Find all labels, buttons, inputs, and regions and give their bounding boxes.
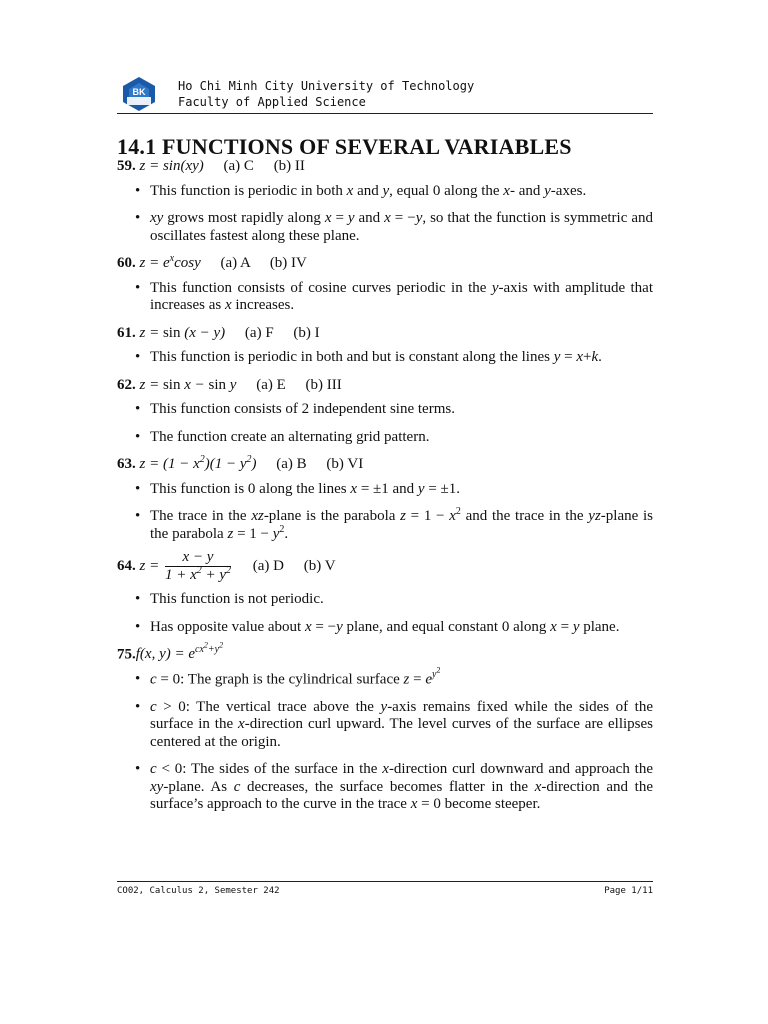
fraction-numerator: x − y: [165, 549, 231, 567]
problem-number: 75.: [117, 646, 136, 663]
answer-b: (b) V: [303, 557, 336, 574]
course-info: CO02, Calculus 2, Semester 242: [117, 886, 280, 896]
answer-b: (b) VI: [326, 456, 364, 472]
list-item: • xy grows most rapidly along x = y and x = −y, so that the function is symmetric and oscillates fastest along these plane.: [117, 210, 653, 245]
answer-b: (b) II: [273, 158, 305, 174]
problem-number: 61.: [117, 324, 136, 341]
list-item: • c > 0: The vertical trace above the y-axis remains fixed while the sides of the surface in the x-direction curl upward. The level curves of the surface are ellipses centered at the origin.: [117, 699, 653, 752]
institution-block: [178, 78, 474, 110]
answer-a: (a) D: [252, 557, 285, 574]
answer-b: (b) I: [293, 324, 320, 341]
list-item: • This function consists of 2 independent sine terms.: [117, 401, 653, 419]
list-item: • This function consists of cosine curves periodic in the y-axis with amplitude that increases as x increases.: [117, 280, 653, 315]
problem-75: [117, 641, 653, 664]
problem-59: [117, 158, 653, 176]
bullet-list: [117, 401, 653, 446]
list-item: • c < 0: The sides of the surface in the x-direction curl downward and approach the xy-plane. As c decreases, the surface becomes flatter in the x-direction and the surface’s approach to the curve in the trace x = 0 become steeper.: [117, 761, 653, 814]
problem-equation: $z = e^x\cos y$: [139, 253, 201, 271]
problem-62: [117, 377, 653, 395]
problem-number: 62.: [117, 376, 136, 393]
fraction: [165, 549, 231, 584]
bullet-list: [117, 665, 654, 814]
list-item: • This function is 0 along the lines x = ±1 and y = ±1.: [117, 481, 653, 499]
problem-63: [117, 456, 653, 474]
list-item: • This function is not periodic.: [117, 591, 653, 609]
problem-equation: z = sin (x − y): [139, 324, 226, 341]
footer-divider: [117, 881, 653, 882]
answer-b: (b) III: [305, 376, 342, 393]
problem-equation-lhs: z =: [139, 557, 160, 574]
answer-b: (b) IV: [269, 255, 307, 271]
list-item: • Has opposite value about x = −y plane, and equal constant 0 along x = y plane.: [117, 619, 653, 637]
problem-equation: f(x, $y) = e^{cx^2+y^2}$: [135, 641, 224, 663]
institution-name: Ho Chi Minh City University of Technology: [178, 79, 475, 93]
bullet-list: [117, 280, 653, 315]
problem-number: 64.: [117, 557, 136, 574]
university-logo: [121, 76, 157, 112]
list-item: • c = 0: The graph is the cylindrical surface $z = e^{y^2}$: [117, 671, 653, 689]
answer-a: (a) A: [220, 255, 251, 271]
header-divider: [117, 113, 653, 114]
problem-number: 60.: [117, 255, 136, 271]
problem-equation: z = sin x − sin y: [139, 376, 237, 393]
page-number: Page 1/11: [604, 886, 653, 896]
problem-equation: z = sin(xy): [139, 158, 204, 174]
problem-equation: $z = (1 - x^2)(1 - y^2)$: [139, 454, 257, 472]
list-item: • This function is periodic in both and but is constant along the lines y = x+k.: [117, 349, 653, 367]
bullet-list: [117, 183, 653, 246]
fraction-denominator: $1 + x^2 + y^2$: [164, 565, 232, 583]
problem-number: 63.: [117, 456, 136, 472]
bullet-list: [117, 481, 653, 544]
bullet-list: [117, 349, 653, 367]
svg-text:BK: BK: [132, 87, 146, 97]
page-header: [117, 70, 653, 112]
answer-a: (a) B: [276, 456, 307, 472]
faculty-name: Faculty of Applied Science: [178, 95, 366, 109]
problem-number: 59.: [117, 158, 136, 174]
list-item: • The function create an alternating grid pattern.: [117, 429, 653, 447]
section-title: 14.1 FUNCTIONS OF SEVERAL VARIABLES: [117, 134, 572, 159]
answer-a: (a) E: [256, 376, 286, 393]
list-item: • This function is periodic in both x and y, equal 0 along the x- and y-axes.: [117, 183, 653, 201]
problem-61: [117, 325, 653, 343]
problem-64: [117, 549, 653, 584]
problem-60: [117, 255, 653, 273]
answer-a: (a) F: [244, 324, 274, 341]
answer-a: (a) C: [223, 158, 254, 174]
problem-list: [117, 158, 653, 824]
list-item: • The trace in the xz-plane is the parabola $z = 1 - x^2$ and the trace in the yz-plane is the parabola $z = 1 - y^2$.: [117, 508, 653, 543]
bullet-list: [117, 591, 653, 636]
